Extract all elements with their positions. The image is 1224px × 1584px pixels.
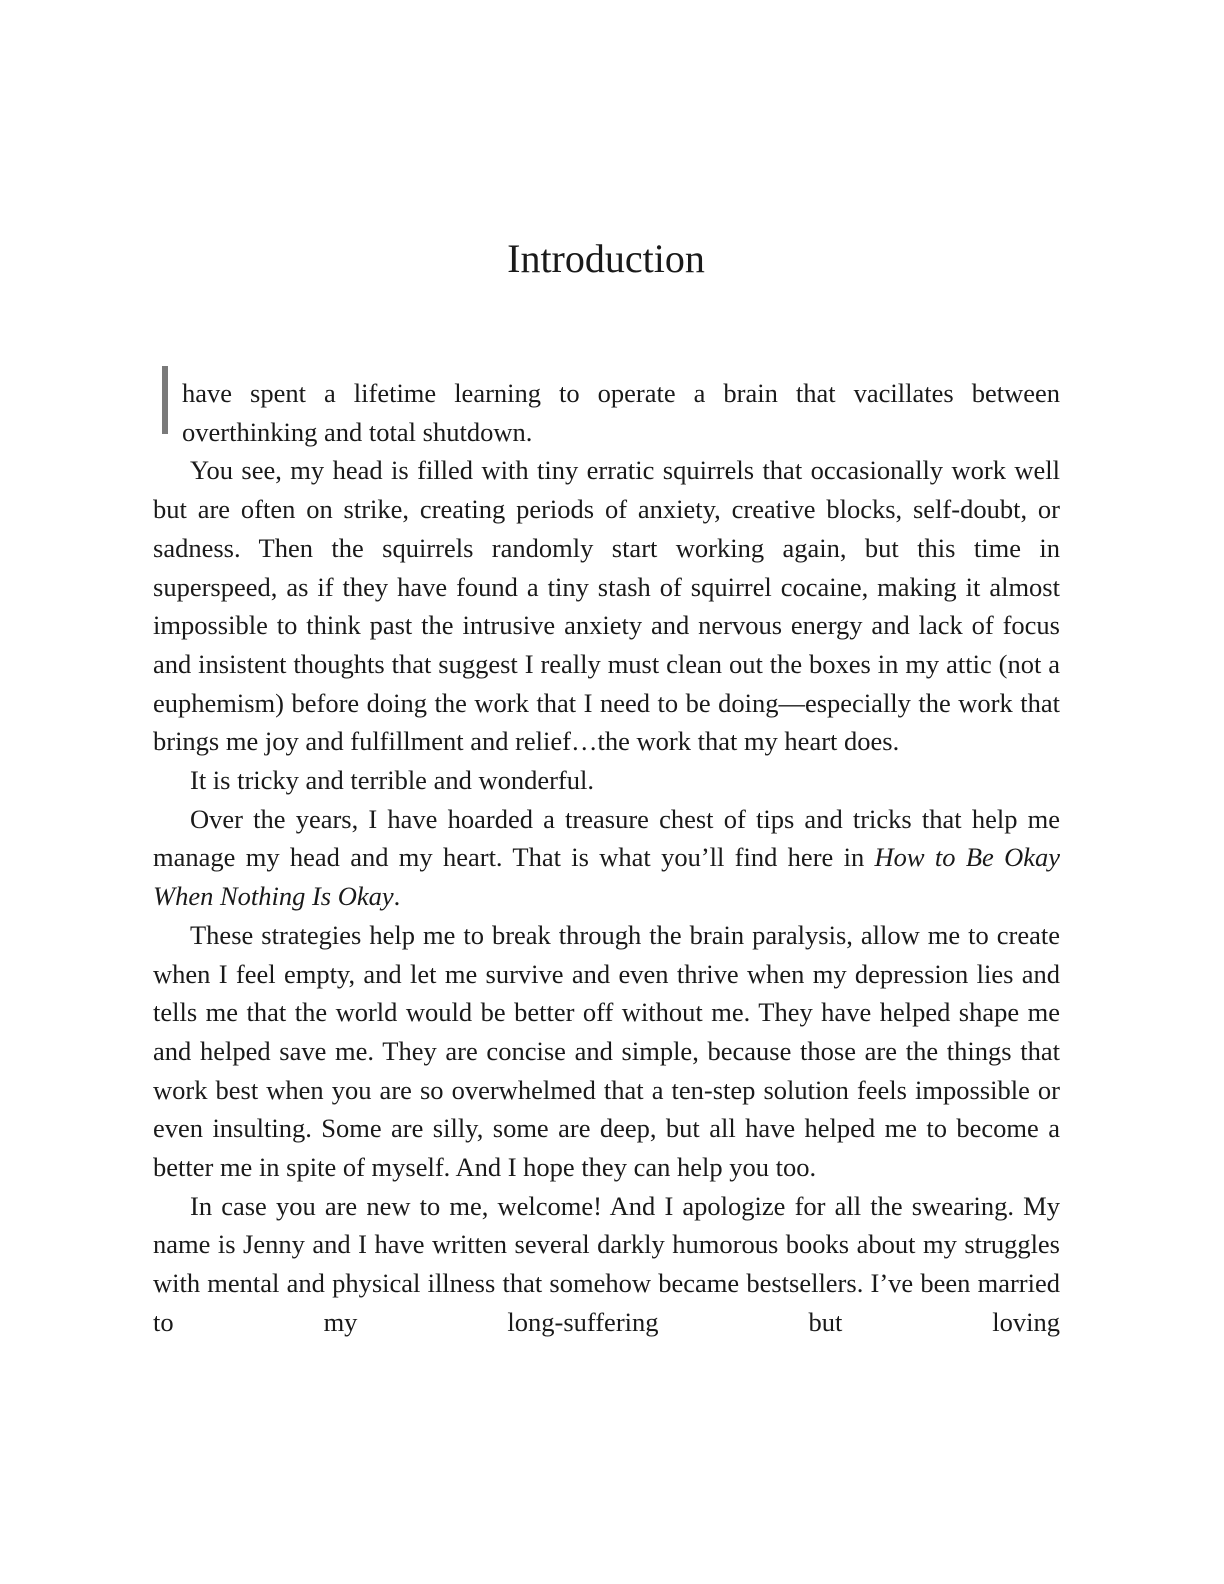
paragraph-treasure-chest-text: Over the years, I have hoarded a treasure chest of tips and tricks that help me manage my head and my heart. That is what you’ll find here in	[153, 803, 1060, 873]
paragraph-treasure-chest	[153, 800, 1060, 916]
drop-cap-bar	[162, 366, 168, 434]
chapter-body	[153, 374, 1060, 1342]
paragraph-strategies: These strategies help me to break through the brain paralysis, allow me to create when I feel empty, and let me survive and even thrive when my depression lies and tells me that the world would be better off without me. They have helped shape me and helped save me. They are concise and simple, because those are the things that work best when you are so overwhelmed that a ten-step solution feels impossible or even insulting. Some are silly, some are deep, but all have helped me to become a better me in spite of myself. And I hope they can help you too.	[153, 919, 1060, 1183]
chapter-title: Introduction	[507, 236, 705, 281]
paragraph-welcome: In case you are new to me, welcome! And I apologize for all the swearing. My name is Jenny and I have written several darkly humorous books about my struggles with mental and physical illness that somehow became bestsellers. I’ve been married to my long-suffering but loving	[153, 1190, 1060, 1337]
paragraph-treasure-chest-end: .	[393, 881, 401, 912]
paragraph-tricky: It is tricky and terrible and wonderful.	[190, 765, 594, 796]
opening-paragraph-text: have spent a lifetime learning to operate a brain that vacillates between overthinking and total shutdown.	[182, 378, 1060, 447]
book-title-italic: How to Be Okay When Nothing Is Okay	[153, 842, 1060, 912]
opening-paragraph	[153, 374, 1060, 451]
paragraph-squirrels: You see, my head is filled with tiny erratic squirrels that occasionally work well but are often on strike, creating periods of anxiety, creative blocks, self-doubt, or sadness. Then the squirrels randomly start working again, but this time in superspeed, as if they have found a tiny stash of squirrel cocaine, making it almost impossible to think past the intrusive anxiety and nervous energy and lack of focus and insistent thoughts that suggest I really must clean out the boxes in my attic (not a euphemism) before doing the work that I need to be doing—especially the work that brings me joy and fulfillment and relief…the work that my heart does.	[153, 455, 1060, 757]
